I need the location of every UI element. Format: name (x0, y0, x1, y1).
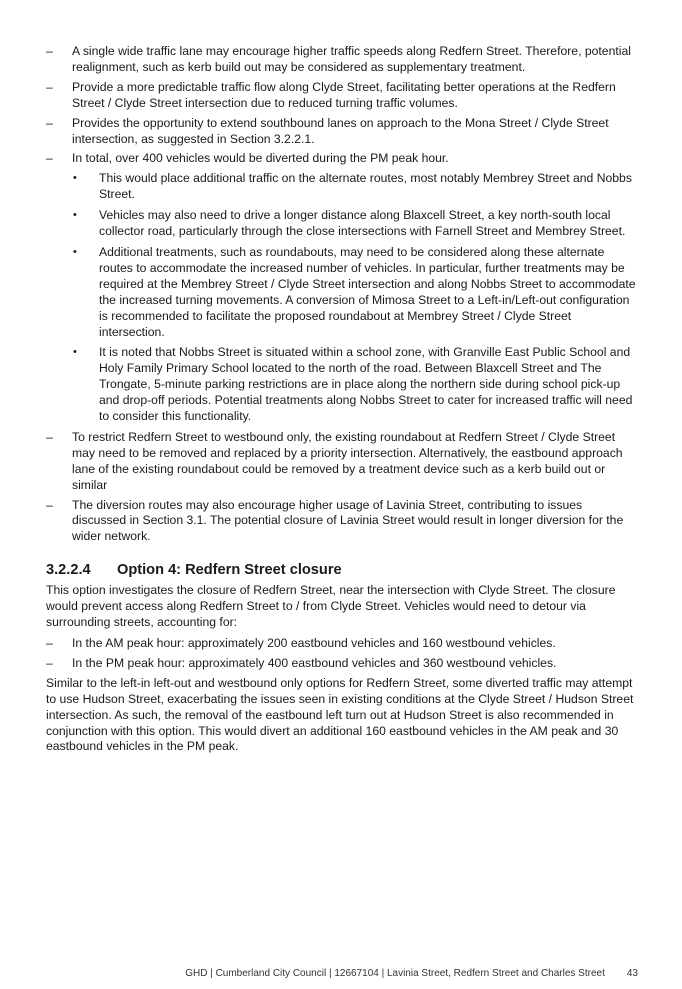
page-footer (46, 968, 638, 980)
list-item-text: Provides the opportunity to extend southbound lanes on approach to the Mona Street / Clyde Street intersection, as suggested in Section 3.2.2.1. (72, 115, 609, 146)
section-closing-paragraph: Similar to the left-in left-out and westbound only options for Redfern Street, some diverted traffic may attempt to use Hudson Street, exacerbating the issues seen in existing conditions at the Clyde Street / Hudson Street intersection. As such, the removal of the eastbound left turn out at Hudson Street is also recommended in conjunction with this option. This would divert an additional 160 eastbound vehicles in the AM peak and 30 eastbound vehicles in the PM peak. (46, 675, 634, 754)
section-title: Option 4: Redfern Street closure (117, 562, 342, 579)
dash-list-top (46, 44, 638, 167)
bullet-marker: • (73, 245, 77, 258)
peak-list (46, 636, 638, 672)
list-item-text: In the AM peak hour: approximately 200 eastbound vehicles and 160 westbound vehicles. (72, 636, 556, 650)
list-item-text: This would place additional traffic on the alternate routes, most notably Membrey Street and Nobbs Street. (99, 171, 632, 202)
list-item-text: A single wide traffic lane may encourage higher traffic speeds along Redfern Street. Therefore, potential realignment, such as kerb build out may be considered as supplementary treatment. (72, 44, 631, 74)
list-item (46, 80, 638, 112)
section-number: 3.2.2.4 (46, 562, 91, 579)
bullet-marker: • (73, 172, 77, 185)
list-item-text: Additional treatments, such as roundabouts, may need to be considered along these alternate routes to accommodate the increased number of vehicles. In particular, further treatments may be required at the Membrey Street / Clyde Street intersection and along Nobbs Street to accommodate the increased turning movements. A conversion of Mimosa Street to a Left-in/Left-out configuration is recommended to facilitate the proposed roundabout at Membrey Street / Clyde Street intersection. (99, 244, 636, 339)
list-item (46, 656, 638, 672)
section-heading (46, 561, 638, 579)
bullet-marker: • (73, 346, 77, 359)
list-item (46, 636, 638, 652)
dash-marker: – (46, 115, 53, 130)
footer-text: GHD | Cumberland City Council | 12667104 | Lavinia Street, Redfern Street and Charles Street (185, 968, 605, 979)
list-item (46, 498, 638, 546)
dash-marker: – (46, 44, 53, 58)
dash-marker: – (46, 79, 53, 94)
list-item (46, 430, 638, 494)
list-item-text: In the PM peak hour: approximately 400 eastbound vehicles and 360 westbound vehicles. (72, 655, 557, 670)
list-item-text: To restrict Redfern Street to westbound only, the existing roundabout at Redfern Street / Clyde Street may need to be removed and replaced by a priority intersection. Alternatively, the eastbound approach lane of the existing roundabout could be removed by a treatment device such as a kerb build out or similar (72, 429, 623, 492)
list-item (46, 151, 638, 167)
list-item (46, 116, 638, 148)
list-item (46, 171, 638, 203)
dash-marker: – (46, 497, 53, 512)
bullet-list (46, 171, 638, 425)
list-item-text: The diversion routes may also encourage higher usage of Lavinia Street, contributing to issues discussed in Section 3.1. The potential closure of Lavinia Street would result in longer diversion for the wider network. (72, 497, 624, 544)
dash-marker: – (46, 429, 53, 444)
dash-list-after (46, 430, 638, 545)
list-item (46, 245, 638, 340)
bullet-marker: • (73, 209, 77, 222)
dash-marker: – (46, 636, 53, 650)
list-item (46, 44, 638, 76)
list-item-text: Vehicles may also need to drive a longer distance along Blaxcell Street, a key north-south local collector road, particularly through the close intersections with Farnell Street and Membrey Street. (99, 208, 626, 239)
section-intro: This option investigates the closure of Redfern Street, near the intersection with Clyde Street. The closure would prevent access along Redfern Street to / from Clyde Street. Vehicles would need to detour via surrounding streets, accounting for: (46, 583, 616, 630)
list-item-text: Provide a more predictable traffic flow along Clyde Street, facilitating better operations at the Redfern Street / Clyde Street intersection due to reduced turning traffic volumes. (72, 79, 616, 110)
document-body (46, 44, 638, 760)
list-item (46, 345, 638, 425)
dash-marker: – (46, 151, 53, 166)
list-item-text: In total, over 400 vehicles would be diverted during the PM peak hour. (72, 151, 449, 166)
list-item-text: It is noted that Nobbs Street is situated within a school zone, with Granville East Public School and Holy Family Primary School located to the north of the road. Between Blaxcell Street and The Trongate, 5-minute parking restrictions are in place along the northern side during school pick-up and drop-off periods. Potential treatments along Nobbs Street to cater for increased traffic will need to consider this functionality. (99, 345, 633, 424)
list-item (46, 208, 638, 240)
page-number: 43 (626, 968, 638, 979)
dash-marker: – (46, 655, 53, 670)
